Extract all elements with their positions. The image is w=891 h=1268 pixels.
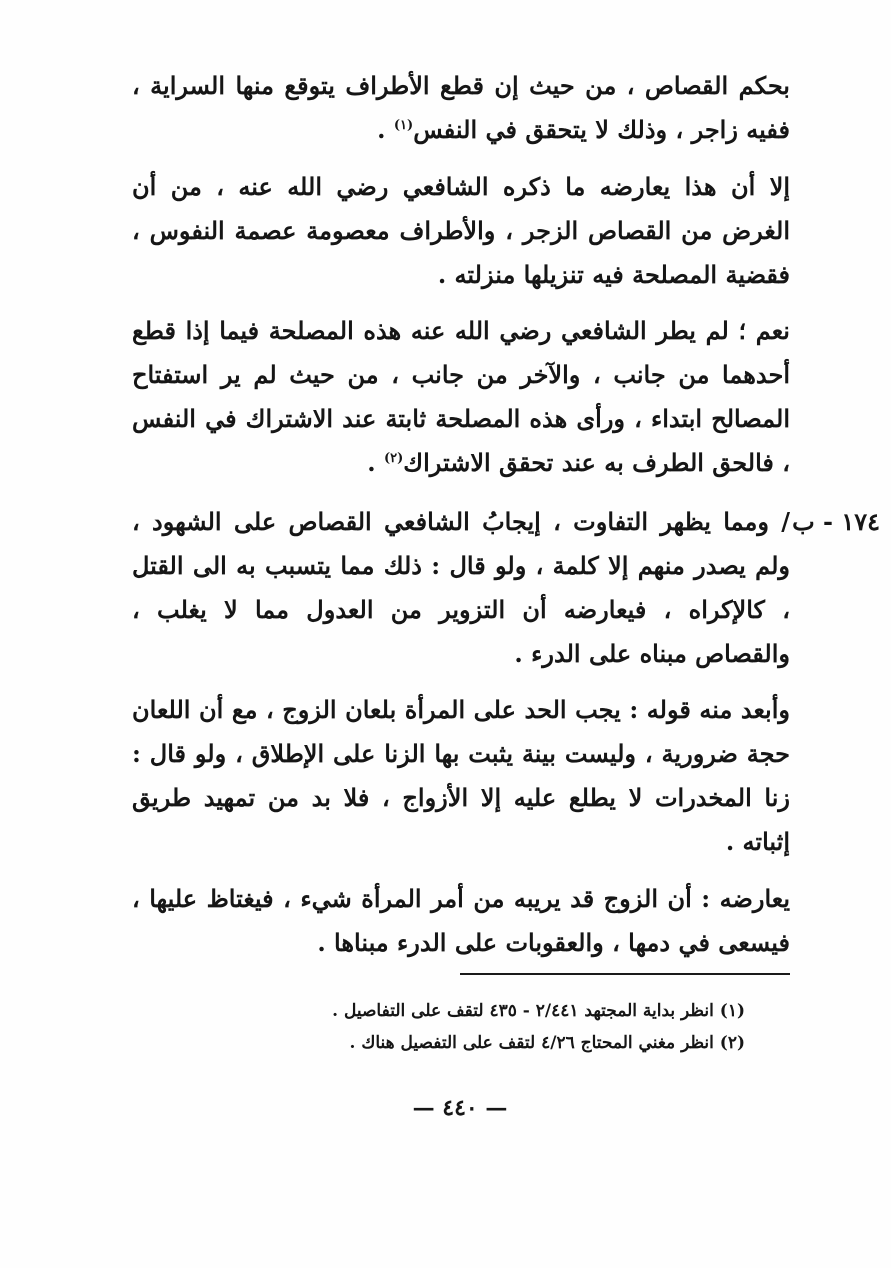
manuscript-folio-note: ١٧٤ - ب	[792, 507, 880, 536]
paragraph-3-end: .	[367, 448, 384, 477]
paragraph-5	[132, 688, 790, 864]
paragraph-6	[132, 877, 790, 965]
paragraph-1-text: بحكم القصاص ، من حيث إن قطع الأطراف يتوقع منها السراية ، ففيه زاجر ، وذلك لا يتحقق في النفس	[132, 71, 790, 144]
paragraph-3-text: نعم ؛ لم يطر الشافعي رضي الله عنه هذه المصلحة فيما إذا قطع أحدهما من جانب ، والآخر من جانب ، من حيث لم ير استفتاح المصالح ابتداء ، ورأى هذه المصلحة ثابتة عند الاشتراك في النفس ، فالحق الطرف به عند تحقق الاشتراك	[132, 316, 790, 477]
paragraph-3	[132, 309, 790, 485]
footnote-ref-2: (٢)	[383, 451, 404, 466]
paragraph-5-text: : يجب الحد على المرأة بلعان الزوج ، مع أن اللعان حجة ضرورية ، وليست بينة يثبت بها الزنا على الإطلاق ، ولو قال : زنا المخدرات لا يطلع عليه إلا الأزواج ، فلا بد من تمهيد طريق إثباته .	[132, 695, 790, 856]
page-number: — ٤٤٠ —	[412, 1095, 508, 1121]
footnote-2: (٢) انظر مغني المحتاج ٤/٢٦ لتقف على التفصيل هناك .	[349, 1033, 745, 1053]
paragraph-5-lead: وأبعد منه قوله	[646, 695, 790, 724]
paragraph-1-end: .	[377, 115, 394, 144]
paragraph-2	[132, 165, 790, 297]
paragraph-4	[132, 500, 790, 676]
paragraph-4-text: / ومما يظهر التفاوت ، إيجابُ الشافعي القصاص على الشهود ، ولم يصدر منهم إلا كلمة ، ولو قال : ذلك مما يتسبب به الى القتل ، كالإكراه ، فيعارضه أن التزوير من العدول مما لا يغلب ، والقصاص مبناه على الدرء .	[132, 507, 790, 668]
footnote-1: (١) انظر بداية المجتهد ٢/٤٤١ - ٤٣٥ لتقف على التفاصيل .	[332, 1001, 745, 1021]
footnotes	[200, 995, 745, 1059]
footnote-divider	[460, 973, 790, 975]
paragraph-1	[132, 64, 790, 152]
paragraph-6-lead: يعارضه	[719, 884, 791, 913]
paragraph-6-text: : أن الزوج قد يريبه من أمر المرأة شيء ، فيغتاظ عليها ، فيسعى في دمها ، والعقوبات على الدرء مبناها .	[132, 884, 790, 957]
footnote-ref-1: (١)	[393, 118, 414, 133]
paragraph-2-text: إلا أن هذا يعارضه ما ذكره الشافعي رضي الله عنه ، من أن الغرض من القصاص الزجر ، والأطراف معصومة عصمة النفوس ، فقضية المصلحة فيه تنزيلها منزلته .	[132, 172, 790, 289]
